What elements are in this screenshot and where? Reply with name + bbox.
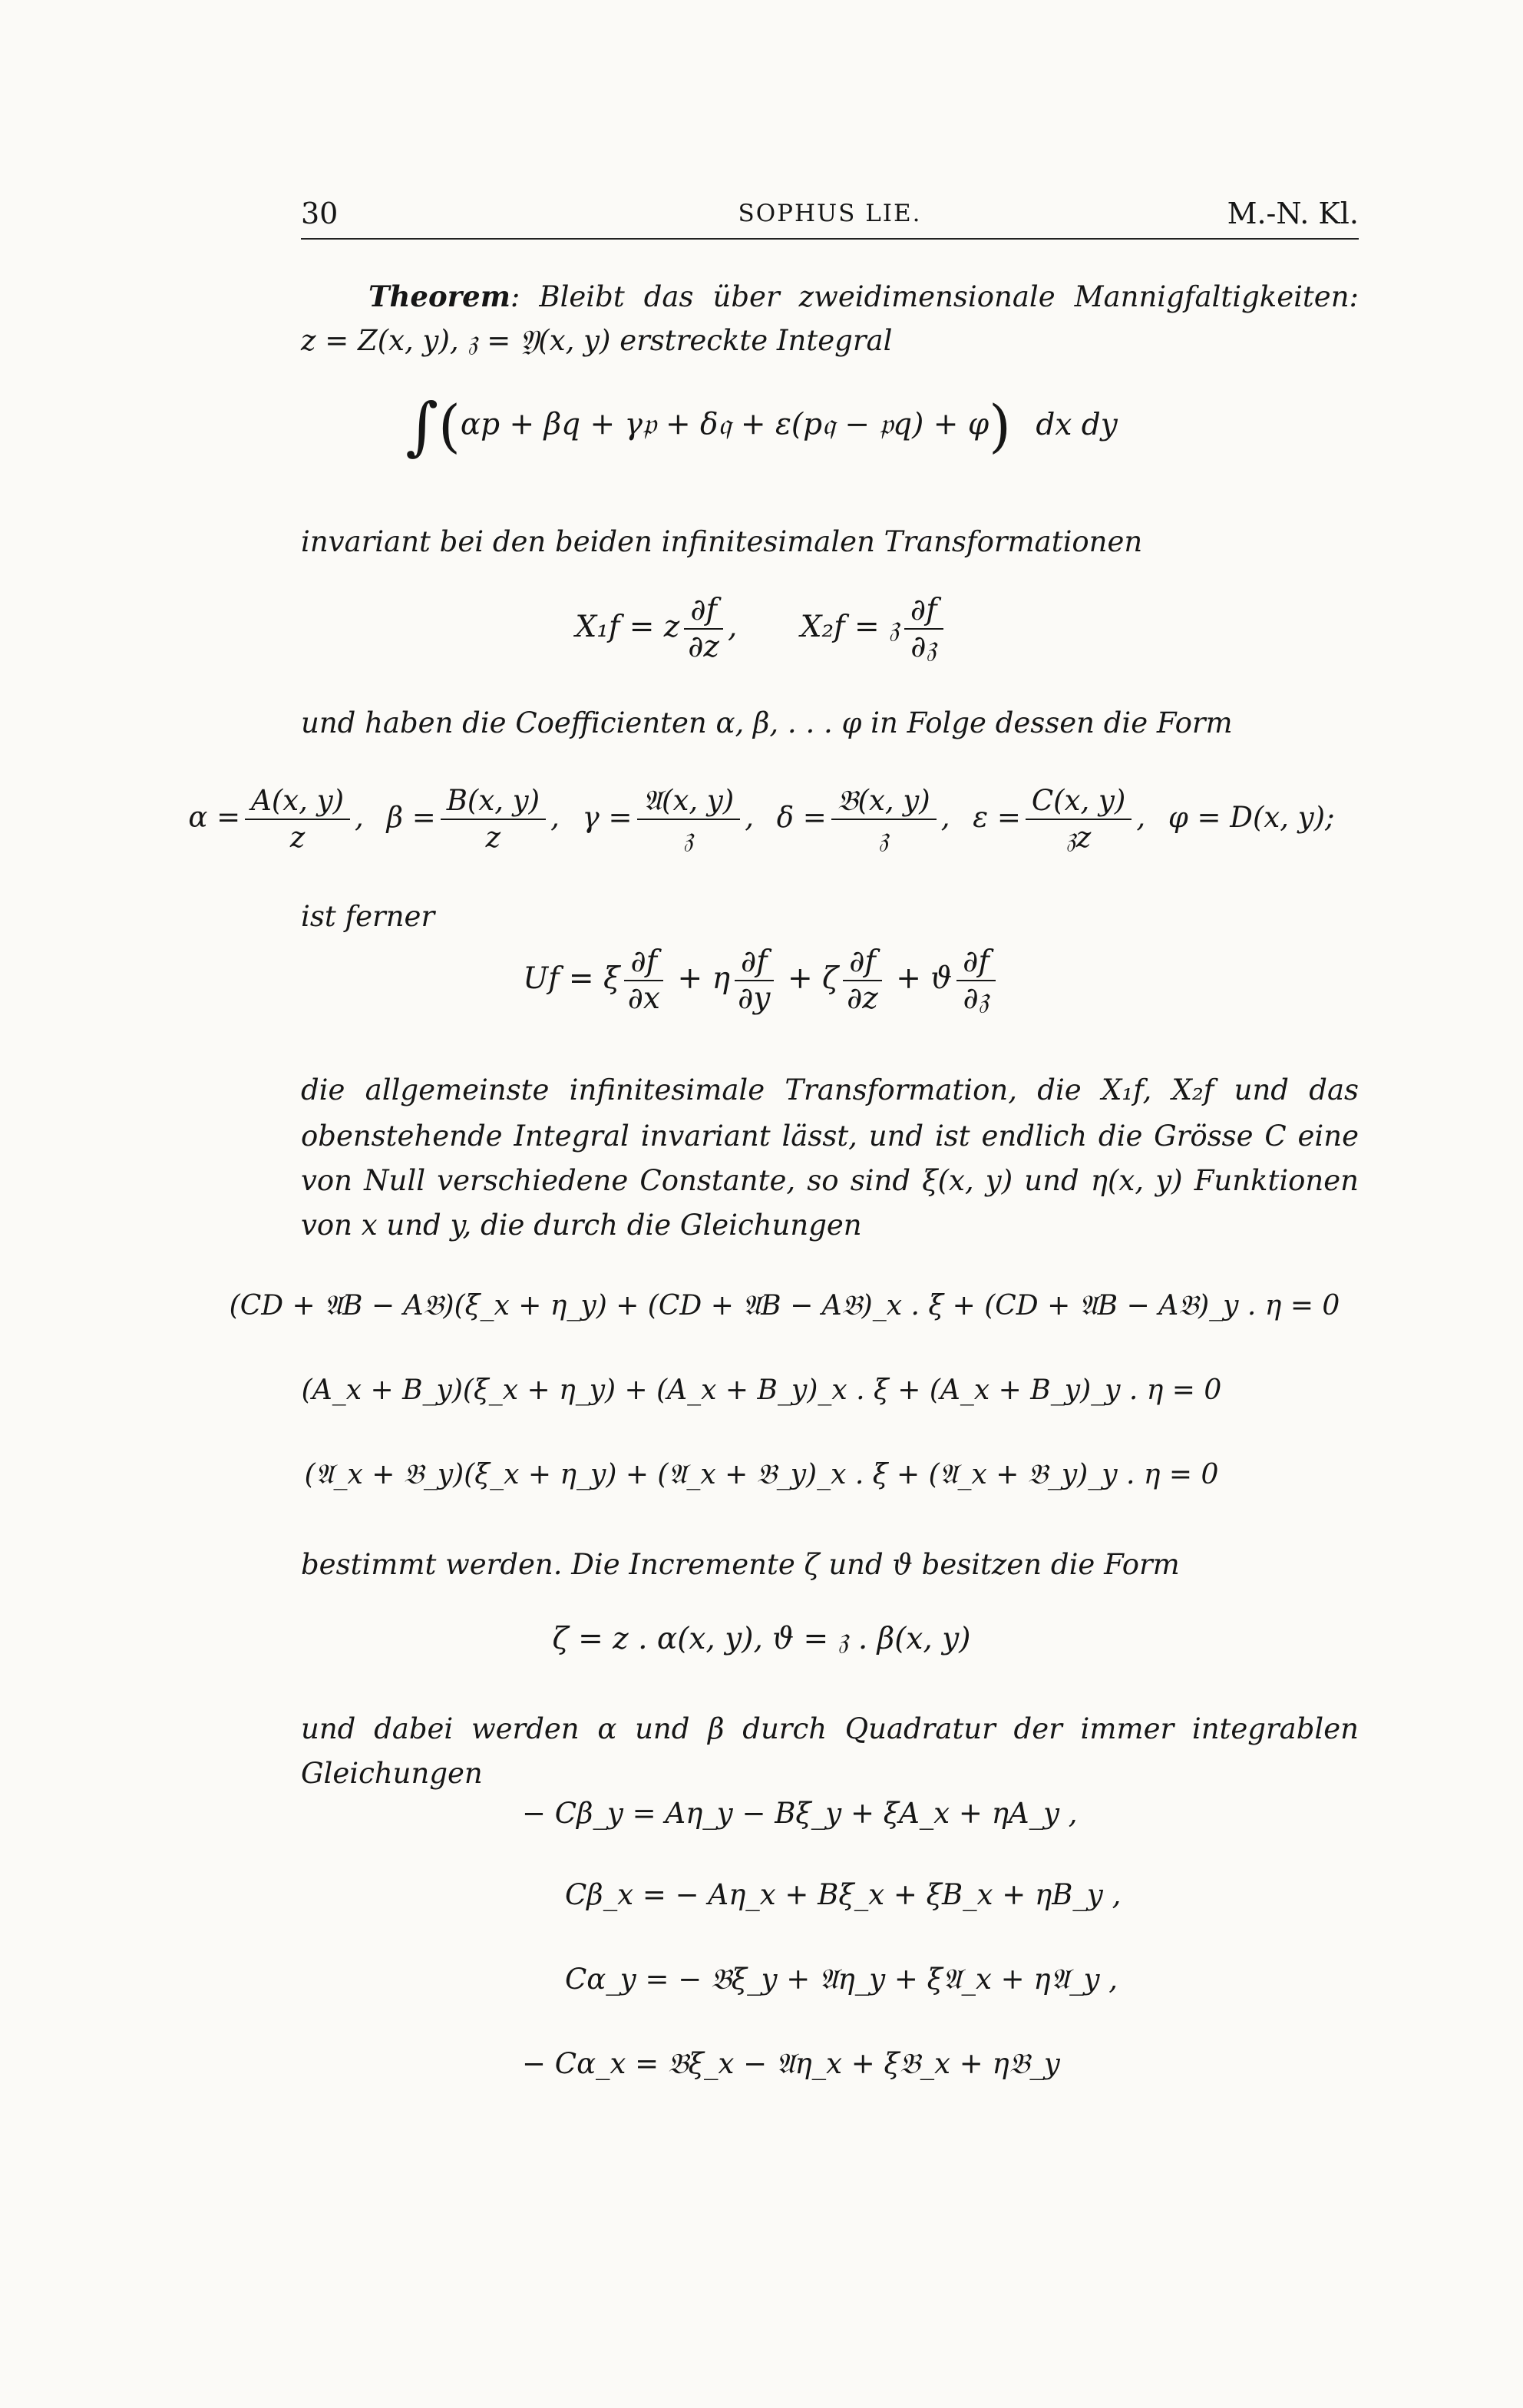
x2-fraction (904, 593, 943, 665)
uf-term-2: + η (677, 961, 730, 996)
uf-num-2: ∂f (735, 944, 774, 981)
delta-fraction (831, 783, 937, 855)
uf-den-2: ∂y (738, 981, 771, 1016)
uf-frac-4 (956, 944, 996, 1017)
delta-lhs: δ = (776, 800, 827, 834)
para-line-2: obenstehende Integral invariant lässt, und ist endlich die Grösse C eine (301, 1120, 1359, 1153)
beta-fraction (441, 783, 546, 855)
system-eq-2: (A_x + B_y)(ξ_x + η_y) + (A_x + B_y)_x . ξ + (A_x + B_y)_y . η = 0 (301, 1374, 1222, 1406)
x1-den: ∂z (688, 630, 719, 664)
sep: , (550, 800, 560, 834)
system-eq-1: (CD + 𝔄B − A𝔅)(ξ_x + η_y) + (CD + 𝔄B − A𝔅)_x . ξ + (CD + 𝔄B − A𝔅)_y . η = 0 (229, 1290, 1340, 1321)
running-header (301, 197, 1359, 235)
alpha-den: z (289, 821, 306, 854)
uf-den-3: ∂z (847, 981, 878, 1016)
gamma-den: 𝔷 (683, 821, 694, 854)
integral-differential: dx dy (1036, 407, 1118, 442)
uf-frac-3 (843, 944, 882, 1017)
theorem-intro-line1 (301, 273, 1359, 320)
theorem-intro-line2: z = Z(x, y), 𝔷 = 𝔜(x, y) erstreckte Integral (301, 324, 893, 357)
x2-den: ∂𝔷 (910, 630, 937, 664)
gamma-num: 𝔄(x, y) (637, 783, 741, 820)
sep: , (1136, 800, 1146, 834)
uf-term-3: + ζ (787, 961, 839, 996)
uf-num-1: ∂f (624, 944, 663, 981)
uf-num-4: ∂f (956, 944, 996, 981)
transformation-equations (0, 593, 1523, 665)
x1-num: ∂f (684, 593, 723, 630)
para-line-1: die allgemeinste infinitesimale Transformation, die X₁f, X₂f und das (301, 1073, 1359, 1106)
uf-den-4: ∂𝔷 (963, 981, 989, 1016)
section-label: M.-N. Kl. (1227, 197, 1359, 230)
uf-frac-2 (735, 944, 774, 1017)
alpha-num: A(x, y) (245, 783, 350, 820)
gamma-lhs: γ = (582, 800, 633, 834)
text-quadrature-1: und dabei werden α und β durch Quadratur der immer integrablen (301, 1712, 1359, 1745)
x1-lhs: X₁f = z (575, 610, 680, 644)
increments-equation: ζ = z . α(x, y), ϑ = 𝔷 . β(x, y) (552, 1622, 971, 1656)
beta-num: B(x, y) (441, 783, 546, 820)
uf-num-3: ∂f (843, 944, 882, 981)
text-quadrature-2: Gleichungen (301, 1757, 483, 1790)
page-number: 30 (301, 197, 339, 230)
uf-frac-1 (624, 944, 663, 1017)
para-line-3: von Null verschiedene Constante, so sind ξ(x, y) und η(x, y) Funktionen (301, 1164, 1359, 1197)
integral-open-paren: ( (438, 393, 461, 460)
integral-sign: ∫ (405, 390, 438, 463)
theorem-label: Theorem (368, 280, 510, 313)
theorem-colon: : (510, 280, 520, 313)
integral-close-paren: ) (989, 393, 1011, 460)
integral-equation (0, 390, 1523, 463)
sep: , (745, 800, 754, 834)
quad-eq-1: − Cβ_y = Aη_y − Bξ_y + ξA_x + ηA_y , (522, 1797, 1078, 1830)
text-increments: bestimmt werden. Die Incremente ζ und ϑ besitzen die Form (301, 1548, 1180, 1581)
uf-den-1: ∂x (627, 981, 660, 1016)
quad-eq-4: − Cα_x = 𝔅ξ_x − 𝔄η_x + ξ𝔅_x + η𝔅_y (522, 2047, 1060, 2080)
uf-term-4: + ϑ (896, 961, 953, 996)
quad-eq-3: Cα_y = − 𝔅ξ_y + 𝔄η_y + ξ𝔄_x + η𝔄_y , (565, 1963, 1118, 1996)
beta-den: z (485, 821, 501, 854)
header-rule (301, 238, 1359, 240)
uf-lhs: Uf = ξ (523, 961, 620, 996)
alpha-lhs: α = (188, 800, 241, 834)
eps-fraction (1026, 783, 1132, 855)
beta-lhs: β = (386, 800, 436, 834)
sep: , (940, 800, 950, 834)
sep: , (355, 800, 364, 834)
delta-num: 𝔅(x, y) (831, 783, 937, 820)
eps-den: 𝔷z (1065, 821, 1092, 854)
x1-fraction (684, 593, 723, 665)
uf-equation (0, 944, 1523, 1017)
eps-num: C(x, y) (1026, 783, 1132, 820)
system-eq-3: (𝔄_x + 𝔅_y)(ξ_x + η_y) + (𝔄_x + 𝔅_y)_x . ξ + (𝔄_x + 𝔅_y)_y . η = 0 (304, 1459, 1219, 1490)
integral-body: αp + βq + γ𝔭 + δ𝔮 + ε(p𝔮 − 𝔭q) + φ (460, 407, 989, 442)
phi-form: φ = D(x, y); (1168, 800, 1335, 834)
x1-comma: , (727, 610, 738, 644)
delta-den: 𝔷 (878, 821, 889, 854)
text-ist-ferner: ist ferner (301, 900, 435, 933)
x2-num: ∂f (904, 593, 943, 630)
para-line-4: von x und y, die durch die Gleichungen (301, 1209, 862, 1242)
running-title: SOPHUS LIE. (738, 200, 922, 227)
coefficient-forms (0, 783, 1523, 855)
text-coefficients: und haben die Coefficienten α, β, . . . φ in Folge dessen die Form (301, 706, 1233, 739)
quad-eq-2: Cβ_x = − Aη_x + Bξ_x + ξB_x + ηB_y , (565, 1878, 1122, 1911)
text-invariant: invariant bei den beiden infinitesimalen Transformationen (301, 525, 1143, 558)
gamma-fraction (637, 783, 741, 855)
x2-lhs: X₂f = 𝔷 (800, 610, 900, 644)
alpha-fraction (245, 783, 350, 855)
theorem-text-1: Bleibt das über zweidimensionale Mannigfaltigkeiten: (539, 280, 1359, 313)
eps-lhs: ε = (973, 800, 1021, 834)
